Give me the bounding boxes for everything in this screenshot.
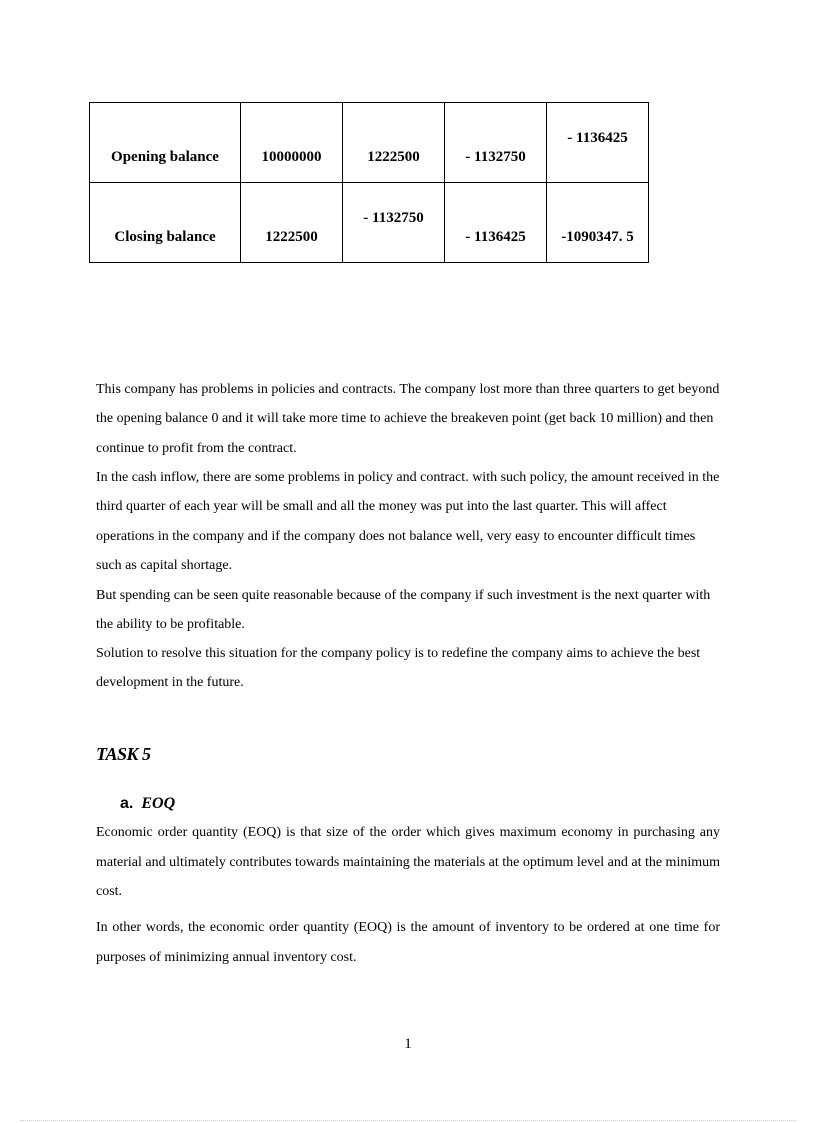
eoq-title: EOQ: [141, 795, 176, 812]
row-label-closing: Closing balance: [114, 229, 216, 245]
eoq-subheading: [120, 795, 175, 813]
table-cell: [445, 183, 547, 263]
table-cell: [241, 103, 343, 183]
paragraph-cash-inflow: In the cash inflow, there are some problems in policy and contract. with such policy, the amount received in the third quarter of each year will be small and all the money was put into the last quarter. This will affect operations in the company and if the company does not balance well, very easy to encounter difficult times such as capital shortage.: [96, 470, 720, 573]
paragraph-eoq-definition: Economic order quantity (EOQ) is that size of the order which gives maximum economy in purchasing any material and ultimately contributes towards maintaining the materials at the optimum level and at the minimum cost.: [96, 825, 721, 899]
table-row-opening: [90, 103, 649, 183]
table-cell: [445, 103, 547, 183]
paragraph-spending: But spending can be seen quite reasonable because of the company if such investment is the next quarter with the ability to be profitable.: [96, 588, 711, 633]
closing-value-2: - 1132750: [363, 210, 424, 226]
table-cell: [90, 183, 241, 263]
closing-value-4: -1090347. 5: [561, 229, 634, 245]
table-cell: [241, 183, 343, 263]
table-cell: [547, 103, 649, 183]
page-number: 1: [404, 1036, 412, 1052]
task-heading: TASK 5: [96, 744, 151, 764]
paragraph-analysis: This company has problems in policies and contracts. The company lost more than three quarters to get beyond the opening balance 0 and it will take more time to achieve the breakeven point (get back 10 million) and then continue to profit from the contract.: [96, 382, 720, 456]
opening-value-2: 1222500: [367, 149, 420, 165]
opening-value-1: 10000000: [261, 149, 322, 165]
page-bottom-divider: [20, 1120, 796, 1121]
paragraph-eoq-other-words: In other words, the economic order quantity (EOQ) is the amount of inventory to be ordered at one time for purposes of minimizing annual inventory cost.: [96, 920, 720, 965]
opening-value-4: - 1136425: [567, 130, 628, 146]
row-label-opening: Opening balance: [111, 149, 219, 165]
closing-value-3: - 1136425: [465, 229, 526, 245]
table-row-closing: [90, 183, 649, 263]
table-cell: [343, 103, 445, 183]
table-cell: [547, 183, 649, 263]
list-marker: a.: [120, 795, 134, 812]
table-cell: [90, 103, 241, 183]
closing-value-1: 1222500: [265, 229, 318, 245]
paragraph-solution: Solution to resolve this situation for the company policy is to redefine the company aims to achieve the best development in the future.: [96, 646, 701, 691]
opening-value-3: - 1132750: [465, 149, 526, 165]
table-cell: [343, 183, 445, 263]
balance-table: [89, 102, 649, 263]
